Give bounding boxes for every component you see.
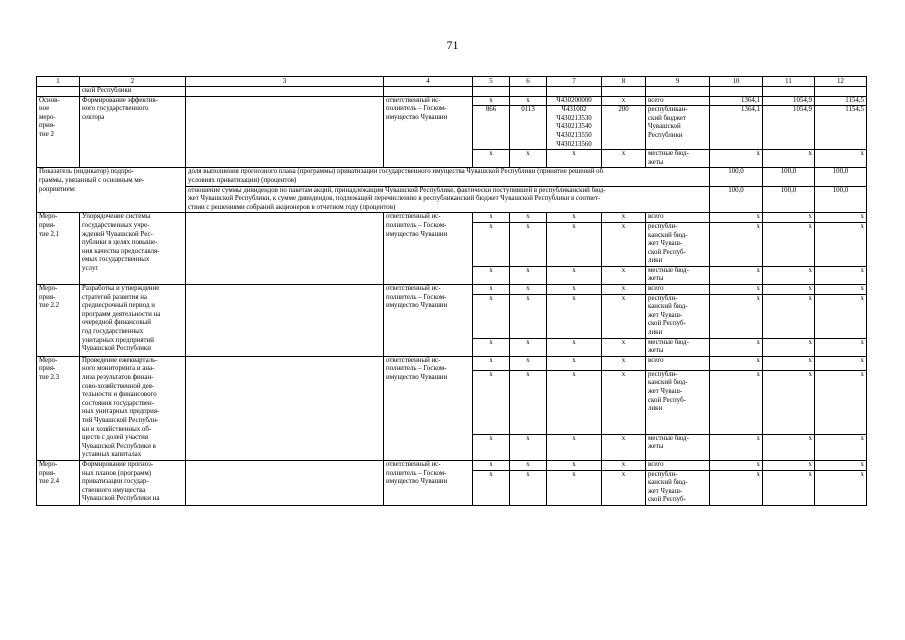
data-cell: республи- канский бюд- жет Чуваш- ской Респуб- лики [646,370,710,434]
data-cell: местные бюд- жеты [646,338,710,356]
continuation-row [37,87,867,97]
data-cell: x [763,338,815,356]
data-cell: 1154,5 [815,96,867,106]
table-row [37,460,867,470]
data-cell: x [547,285,602,295]
measure-number: Меро- прия- тие 2.1 [37,213,80,285]
data-cell: x [547,470,602,505]
measure-name: Проведение ежекварталь- ного мониторинга и ана- лиза результатов финан- сово-хозяйственной дея- тельности и финансового состояния государствен- ных унитарных предприя- тий Чувашской Республи- ки и хозяйственных об- ществ с долей участия Чувашской Республики в уставных капиталах [80,356,186,460]
column-header: 7 [547,77,602,87]
data-cell: 200 [602,106,646,150]
data-cell: Ч430200000 [547,96,602,106]
table-cell [37,87,80,97]
target-cell [186,356,384,460]
data-cell: x [602,338,646,356]
data-cell: x [510,150,547,168]
data-cell: местные бюд- жеты [646,150,710,168]
data-cell: x [815,434,867,460]
data-cell: x [763,434,815,460]
data-cell: x [473,460,510,470]
data-cell: x [763,460,815,470]
data-cell: x [763,222,815,266]
column-header: 3 [186,77,384,87]
data-cell: x [547,338,602,356]
data-cell: x [510,370,547,434]
data-cell: x [473,213,510,223]
data-cell: x [602,370,646,434]
data-cell: x [547,294,602,338]
data-cell: x [815,222,867,266]
data-cell: x [473,370,510,434]
data-cell: x [473,222,510,266]
column-header: 2 [80,77,186,87]
measure-name: ской Республики [80,87,186,97]
data-cell: x [710,356,763,370]
data-cell: x [763,294,815,338]
data-cell: x [815,285,867,295]
indicator-value: 100,0 [710,168,763,186]
table-row [37,285,867,295]
table-cell [473,87,510,97]
indicator-value: 100,0 [710,186,763,213]
data-cell: x [547,150,602,168]
column-header: 11 [763,77,815,87]
executor-cell: ответственный ис- полнитель – Госком- имущество Чувашии [384,96,473,168]
data-cell: 866 [473,106,510,150]
column-header: 12 [815,77,867,87]
data-cell: x [602,213,646,223]
data-cell: x [710,434,763,460]
budget-table [36,76,867,506]
indicator-value: 100,0 [815,186,867,213]
data-cell: x [815,338,867,356]
data-cell: x [547,370,602,434]
data-cell: x [547,266,602,284]
table-cell [646,87,710,97]
target-cell [186,213,384,285]
data-cell: x [815,470,867,505]
table-cell [602,87,646,97]
table-cell [763,87,815,97]
executor-cell: ответственный ис- полнитель – Госком- имущество Чувашии [384,213,473,285]
data-cell: x [473,285,510,295]
data-cell: x [473,338,510,356]
data-cell: местные бюд- жеты [646,266,710,284]
measure-number: Меро- прия- тие 2.4 [37,460,80,505]
column-header: 6 [510,77,547,87]
data-cell: x [763,470,815,505]
indicator-text: отношение суммы дивидендов по пакетам акций, принадлежащим Чувашской Республике, фактически поступившей в республиканский бюд- жет Чувашской Республики, к сумме дивидендов, подлежащей перечислению в республиканский бюджет Чувашской Республики в соответ- ствии с решениями собраний акционеров в отчетном году (процентов) [186,186,710,213]
measure-name: Разработка и утверждение стратегий развития на среднесрочный период и программ деятельности на очередной финансовый год государственных унитарных предприятий Чувашской Республики [80,285,186,357]
data-cell: x [473,470,510,505]
data-cell: x [815,370,867,434]
target-cell [186,460,384,505]
data-cell: x [763,213,815,223]
table-cell [815,87,867,97]
data-cell: x [602,470,646,505]
data-cell: x [602,294,646,338]
indicator-value: 100,0 [815,168,867,186]
data-cell: x [510,266,547,284]
data-cell: местные бюд- жеты [646,434,710,460]
column-header: 5 [473,77,510,87]
data-cell: x [710,150,763,168]
data-cell: x [710,285,763,295]
data-cell: республи- канский бюд- жет Чуваш- ской Респуб- [646,470,710,505]
data-cell: x [710,222,763,266]
data-cell: x [510,285,547,295]
data-cell: x [763,370,815,434]
column-header: 10 [710,77,763,87]
data-cell: x [547,460,602,470]
data-cell: всего [646,213,710,223]
data-cell: x [547,213,602,223]
data-cell: x [710,338,763,356]
table-cell [510,87,547,97]
data-cell: x [602,96,646,106]
executor-cell: ответственный ис- полнитель – Госком- имущество Чувашии [384,285,473,357]
column-header: 1 [37,77,80,87]
data-cell: x [510,222,547,266]
data-cell: x [510,470,547,505]
table-cell [547,87,602,97]
data-cell: x [602,460,646,470]
data-cell: 0113 [510,106,547,150]
indicator-label: Показатель (индикатор) подпро- граммы, увязанный с основным ме- роприятием: [37,168,186,213]
indicator-text: доля выполнения прогнозного плана (программы) приватизации государственного имущества Чувашской Республики (принятие решений об условиях приватизации) (процентов) [186,168,710,186]
data-cell: x [473,96,510,106]
data-cell: x [602,266,646,284]
executor-cell: ответственный ис- полнитель – Госком- имущество Чувашии [384,460,473,505]
data-cell: x [602,222,646,266]
data-cell: x [763,266,815,284]
data-cell: 1364,1 [710,106,763,150]
header-row [37,77,867,87]
table-cell [186,87,384,97]
data-cell: 1364,1 [710,96,763,106]
table-row [37,213,867,223]
data-cell: x [602,434,646,460]
data-cell: x [602,150,646,168]
data-cell: x [815,150,867,168]
data-cell: x [473,294,510,338]
data-cell: x [710,460,763,470]
column-header: 9 [646,77,710,87]
data-cell: 1054,9 [763,106,815,150]
data-cell: 1154,5 [815,106,867,150]
indicator-value: 100,0 [763,168,815,186]
data-cell: x [815,266,867,284]
table-cell [384,87,473,97]
measure-name: Упорядочение системы государственных учре- ждений Чувашской Рес- публики в целях повыше- ния качества предоставля- емых государственных услуг [80,213,186,285]
measure-number: Меро- прия- тие 2.2 [37,285,80,357]
table-row [37,356,867,370]
data-cell: x [473,356,510,370]
target-cell [186,96,384,168]
target-cell [186,285,384,357]
data-cell: x [510,460,547,470]
column-header: 4 [384,77,473,87]
data-cell: x [763,150,815,168]
data-cell: всего [646,460,710,470]
column-header: 8 [602,77,646,87]
measure-number: Меро- прия- тие 2.3 [37,356,80,460]
table-row [37,96,867,106]
indicator-value: 100,0 [763,186,815,213]
data-cell: всего [646,96,710,106]
data-cell: x [815,294,867,338]
data-cell: x [710,213,763,223]
data-cell: x [510,96,547,106]
data-cell: республи- канский бюд- жет Чуваш- ской Респуб- лики [646,222,710,266]
data-cell: x [815,356,867,370]
data-cell: x [815,460,867,470]
data-cell: x [510,213,547,223]
data-cell: x [510,294,547,338]
measure-number: Основ- ное меро- прия- тие 2 [37,96,80,168]
data-cell: республикан- ский бюджет Чувашской Республики [646,106,710,150]
data-cell: x [547,434,602,460]
data-cell: республи- канский бюд- жет Чуваш- ской Респуб- лики [646,294,710,338]
data-cell: Ч431002 Ч430213530 Ч430213540 Ч430213550 Ч430213560 [547,106,602,150]
data-cell: x [510,356,547,370]
page-number: 71 [446,38,459,52]
data-cell: x [763,285,815,295]
data-cell: x [547,222,602,266]
data-cell: x [602,356,646,370]
executor-cell: ответственный ис- полнитель – Госком- имущество Чувашии [384,356,473,460]
data-cell: x [710,370,763,434]
data-cell: x [510,434,547,460]
data-cell: x [547,356,602,370]
data-cell: x [710,294,763,338]
data-cell: x [763,356,815,370]
measure-name: Формирование эффектив- ного государственного сектора [80,96,186,168]
data-cell: x [815,213,867,223]
data-cell: x [473,150,510,168]
data-cell: 1054,9 [763,96,815,106]
table-cell [710,87,763,97]
data-cell: всего [646,285,710,295]
measure-name: Формирование прогноз- ных планов (программ) приватизации государ- ственного имущества Чувашской Республики на [80,460,186,505]
data-cell: x [473,434,510,460]
data-cell: x [602,285,646,295]
data-cell: x [710,266,763,284]
indicator-row [37,168,867,186]
data-cell: x [473,266,510,284]
data-cell: x [510,338,547,356]
data-cell: x [710,470,763,505]
data-cell: всего [646,356,710,370]
